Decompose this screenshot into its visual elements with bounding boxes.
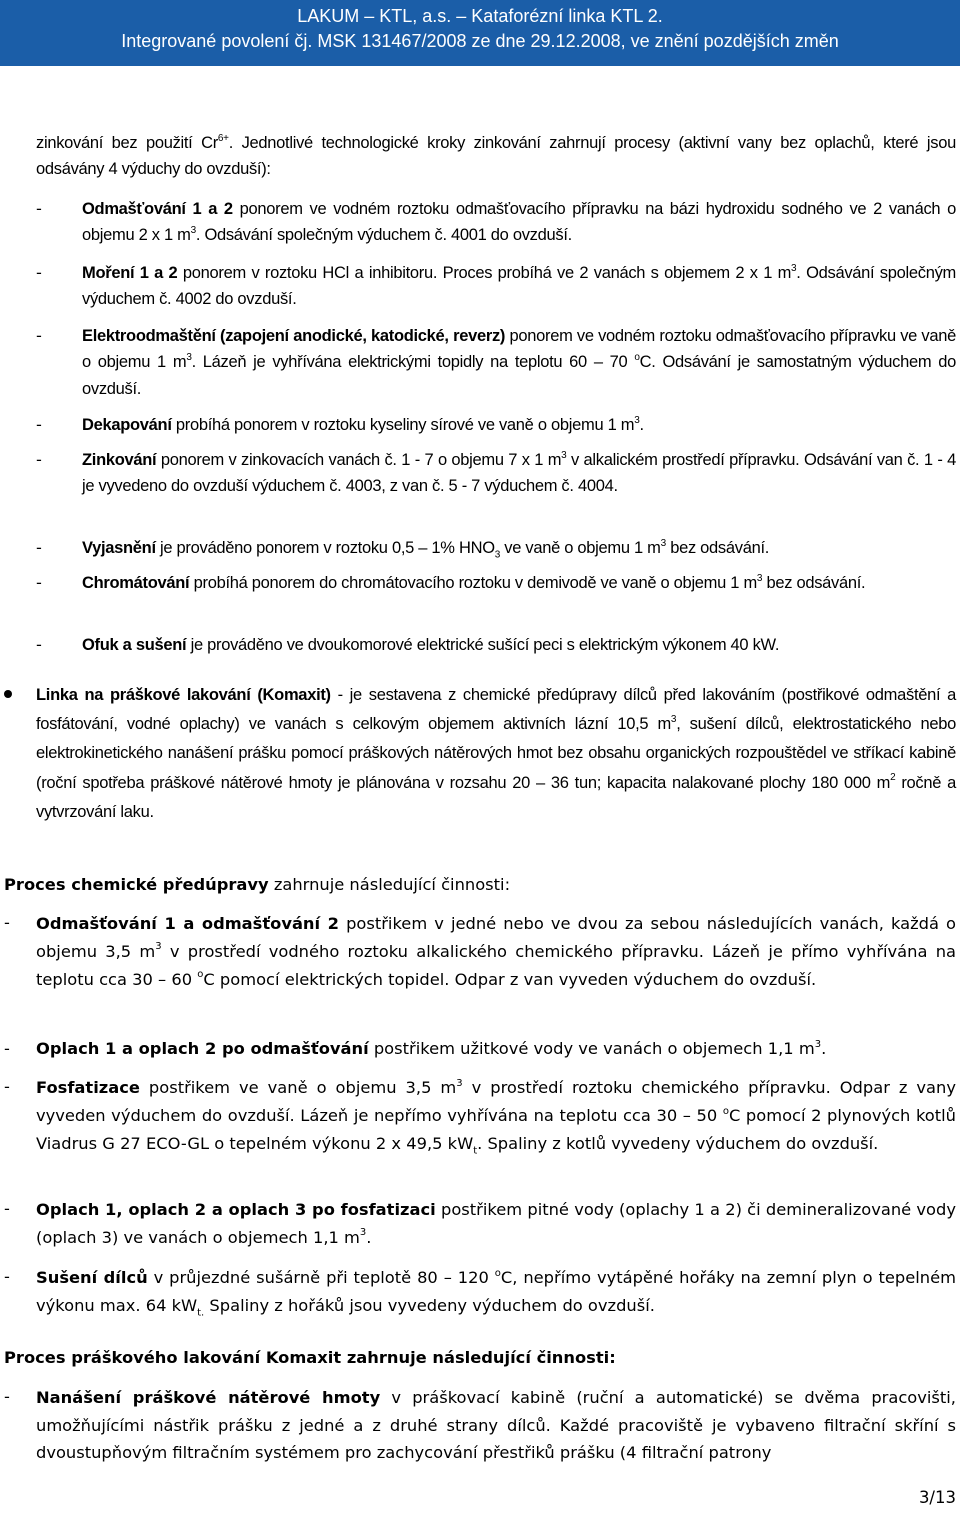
list-dash: - [36, 635, 42, 654]
list-item: Ofuk a sušení je prováděno ve dvoukomorové elektrické sušící peci s elektrickým výkonem 40 kW. [82, 636, 780, 654]
list-dash: - [4, 1267, 10, 1286]
list-item: Zinkování ponorem v zinkovacích vanách č. 1 - 7 o objemu 7 x 1 $m^3$ v alkalickém prostředí přípravku. Odsávání van č. 1 - 4 je vyvedeno do ovzduší výduchem č. 4003, z van č. 5 - 7 výduchem č. 4004. [82, 449, 957, 496]
page-number: 3/13 [918, 1488, 956, 1507]
list-dash: - [36, 263, 42, 282]
list-item: Odmašťování 1 a odmašťování 2 postřikem v jedné nebo ve dvou za sebou následujících vanách, každá o objemu 3,5 $m^3$ v prostředí vodného roztoku alkalického chemického přípravku. Lázeň je přímo vyhřívána na teplotu cca 30 – 60 $^o$C pomocí elektrických topidel. Odpar z van vyveden výduchem do ovzduší. [36, 914, 957, 989]
list-dash: - [36, 415, 42, 434]
list-item: Chromátování probíhá ponorem do chromátovacího roztoku v demivodě ve vaně o objemu 1 $m^3$ bez odsávání. [82, 572, 866, 592]
header-title: LAKUM – KTL, a.s. – Kataforézní linka KTL 2. [297, 6, 663, 26]
list-item: Nanášení práškové nátěrové hmoty v práškovací kabině (ruční a automatické) se dvěma pracovišti, umožňujícími nástřik prášku z jedné a z druhé strany dílců. Každé pracoviště je vybaveno filtrační skříní s dvoustupňovým filtračním systémem pro zachycování přestřiků prášku (4 filtrační patrony [36, 1388, 956, 1463]
list-item: Vyjasnění je prováděno ponorem v roztoku 0,5 – 1% $HNO_3$ ve vaně o objemu 1 $m^3$ bez odsávání. [82, 537, 770, 561]
list-item: Dekapování probíhá ponorem v roztoku kyseliny sírové ve vaně o objemu 1 $m^3$. [82, 414, 644, 434]
bullet-icon [4, 690, 12, 698]
intro-paragraph: zinkování bez použití $Cr^{6+}$. Jednotlivé technologické kroky zinkování zahrnují procesy (aktivní vany bez oplachů, které jsou odsávány 4 výduchy do ovzduší): [36, 132, 956, 179]
list-dash: - [36, 199, 42, 218]
list-item: Oplach 1 a oplach 2 po odmašťování postřikem užitkové vody ve vanách o objemech 1,1 $m^3$. [36, 1038, 827, 1058]
document-header [0, 0, 960, 66]
list-dash: - [36, 326, 42, 345]
section-heading-powder: Proces práškového lakování Komaxit zahrnuje následující činnosti: [4, 1348, 616, 1367]
header-permit-line: Integrované povolení čj. MSK 131467/2008 ze dne 29.12.2008, ve znění pozdějších změn [121, 31, 839, 51]
list-dash: - [4, 1039, 10, 1058]
list-item: Sušení dílců v průjezdné sušárně při teplotě 80 – 120 $^o$C, nepřímo vytápěné hořáky na zemní plyn o tepelném výkonu max. 64 $kW_{t.}$ Spaliny z hořáků jsou vyvedeny výduchem do ovzduší. [36, 1267, 956, 1319]
list-item: Elektroodmaštění (zapojení anodické, katodické, reverz) ponorem ve vodném roztoku odmašťovacího přípravku ve vaně o objemu 1 $m^3$. Lázeň je vyhřívána elektrickými topidly na teplotu 60 – 70 $^o$C. Odsávání je samostatným výduchem do ovzduší. [82, 327, 957, 398]
list-dash: - [4, 913, 10, 932]
list-dash: - [36, 573, 42, 592]
list-item: Oplach 1, oplach 2 a oplach 3 po fosfatizaci postřikem pitné vody (oplachy 1 a 2) či demineralizované vody (oplach 3) ve vanách o objemech 1,1 $m^3$. [36, 1200, 956, 1247]
list-dash: - [36, 450, 42, 469]
list-item: Odmašťování 1 a 2 ponorem ve vodném roztoku odmašťovacího přípravku na bázi hydroxidu sodného ve 2 vanách o objemu 2 x 1 $m^3$. Odsávání společným výduchem č. 4001 do ovzduší. [82, 200, 956, 245]
list-item: Moření 1 a 2 ponorem v roztoku HCl a inhibitoru. Proces probíhá ve 2 vanách s objemem 2 x 1 $m^3$. Odsávání společným výduchem č. 4002 do ovzduší. [82, 262, 956, 309]
list-dash: - [36, 538, 42, 557]
list-dash: - [4, 1199, 10, 1218]
list-dash: - [4, 1077, 10, 1096]
list-dash: - [4, 1387, 10, 1406]
section-heading-chemical: Proces chemické předúpravy zahrnuje následující činnosti: [4, 875, 511, 894]
list-item: Fosfatizace postřikem ve vaně o objemu 3,5 $m^3$ v prostředí roztoku chemického přípravku. Odpar z vany vyveden výduchem do ovzduší. Lázeň je nepřímo vyhřívána na teplotu cca 30 – 50 $^o$C pomocí 2 plynových kotlů Viadrus G 27 ECO-GL o tepelném výkonu 2 x 49,5 $kW_t$. Spaliny z kotlů vyvedeny výduchem do ovzduší. [36, 1077, 956, 1157]
powder-line-paragraph: Linka na práškové lakování (Komaxit) - je sestavena z chemické předúpravy dílců před lakováním (postřikové odmaštění a fosfátování, vodné oplachy) ve vanách s celkovým objemem aktivních lázní 10,5 $m^3$, sušení dílců, elektrostatického nebo elektrokinetického nanášení prášku pomocí práškových nátěrových hmot bez obsahu organických rozpouštědel ve stříkací kabině (roční spotřeba práškové nátěrové hmoty je plánována v rozsahu 20 – 36 tun; kapacita nalakované plochy 180 000 $m^2$ ročně a vytvrzování laku. [36, 686, 957, 821]
